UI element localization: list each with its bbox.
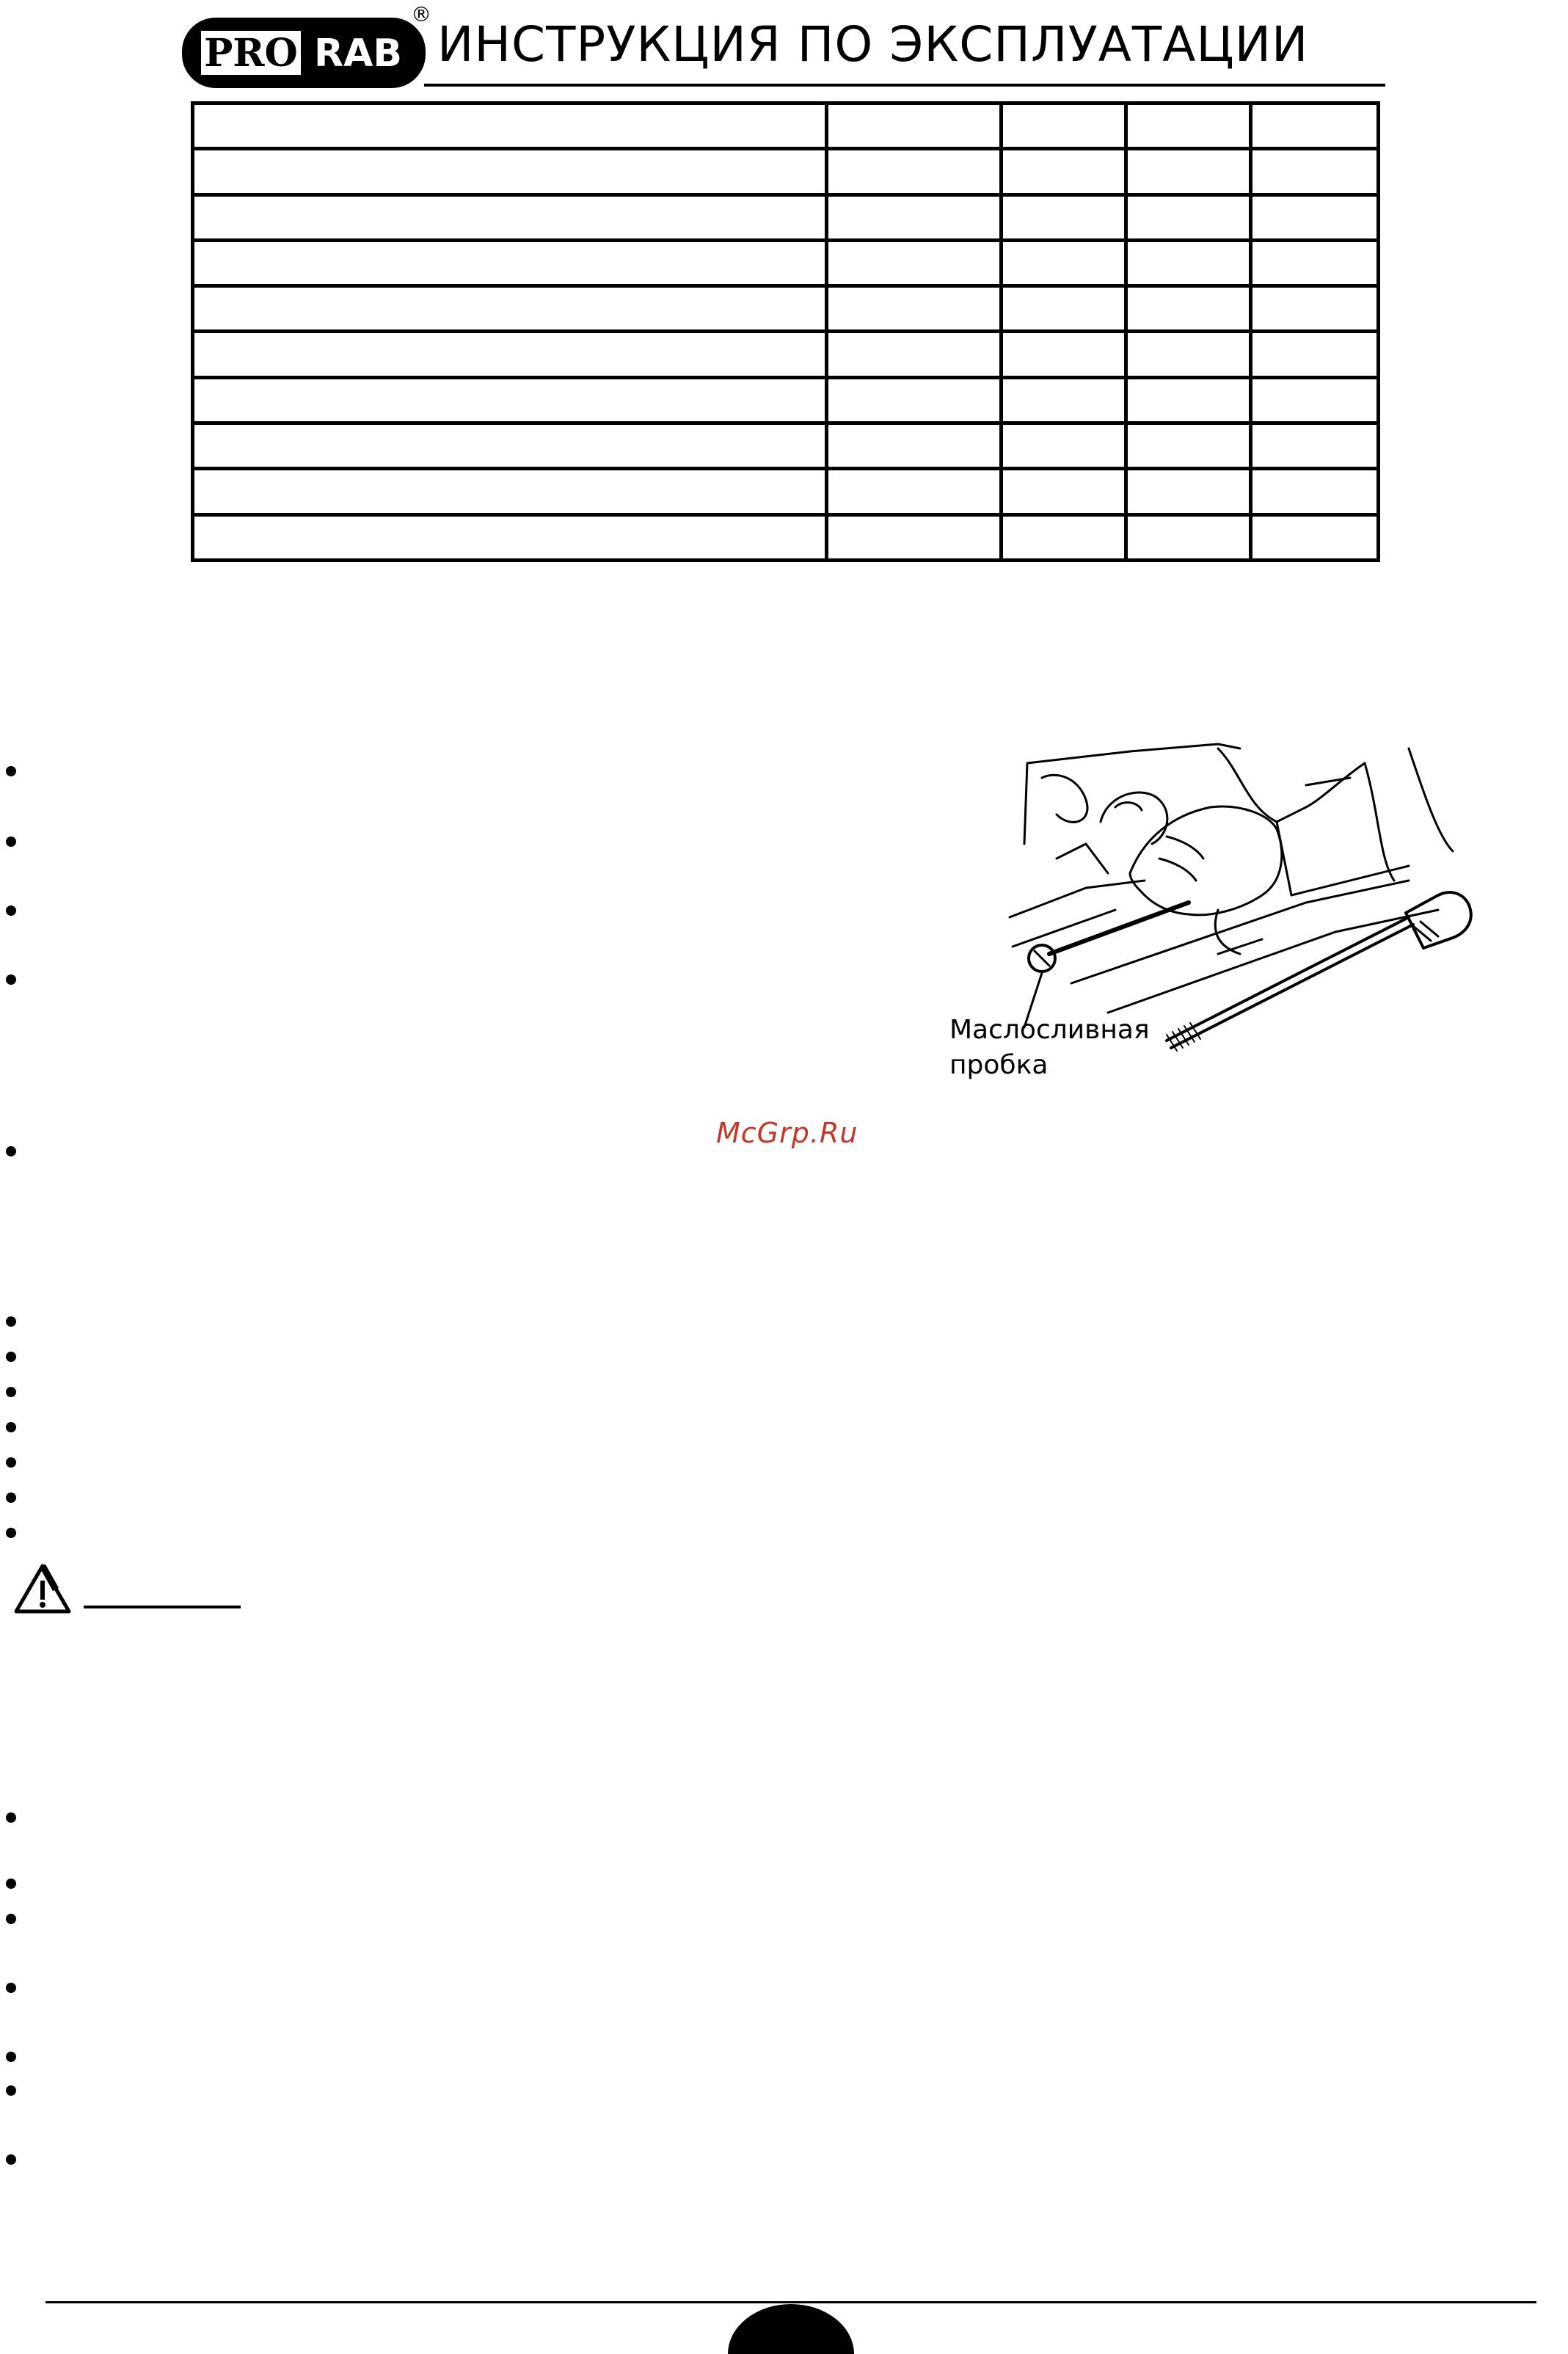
logo-rab-text: RAB [314,32,402,76]
bullet-marker [6,905,16,916]
table-row [193,240,1379,285]
table-row [193,469,1379,514]
bullet-marker [6,1812,16,1823]
warning-triangle-icon [13,1563,72,1614]
bullet-marker [6,974,16,985]
bullet-marker [6,1146,16,1156]
header-rule [424,84,1385,87]
bullet-marker [6,1352,16,1362]
watermark: McGrp.Ru [716,1117,858,1149]
logo-pro-text: PRO [204,31,298,76]
bullet-marker [6,1528,16,1538]
bullet-marker [6,2052,16,2062]
bullet-marker [6,1914,16,1924]
table-row [193,149,1379,194]
header-title: ИНСТРУКЦИЯ ПО ЭКСПЛУАТАЦИИ [437,16,1309,73]
bullet-marker [6,2154,16,2165]
bullet-marker [6,1316,16,1327]
oil-drain-plug-label: Маслосливная пробка [949,1015,1150,1080]
registered-mark: ® [411,2,431,26]
bullet-marker [6,1983,16,1993]
table-row [193,332,1379,377]
table-row [193,286,1379,332]
bullet-marker [6,1457,16,1468]
bullet-marker [6,1422,16,1432]
bullet-marker [6,1493,16,1503]
table-row [193,194,1379,240]
bullet-marker [6,1387,16,1397]
table-row [193,423,1379,469]
bullet-marker [6,766,16,776]
warning-heading-underline [84,1606,241,1608]
maintenance-table [191,101,1376,562]
table-row [193,514,1379,560]
table-row [193,103,1379,149]
oil-drain-illustration [998,734,1541,1057]
footer-rule [45,2301,1536,2303]
bullet-marker [6,2085,16,2096]
table-row [193,377,1379,423]
bullet-marker [6,837,16,847]
page-number-badge [728,2304,854,2354]
prorab-logo [182,18,426,88]
bullet-marker [6,1879,16,1889]
